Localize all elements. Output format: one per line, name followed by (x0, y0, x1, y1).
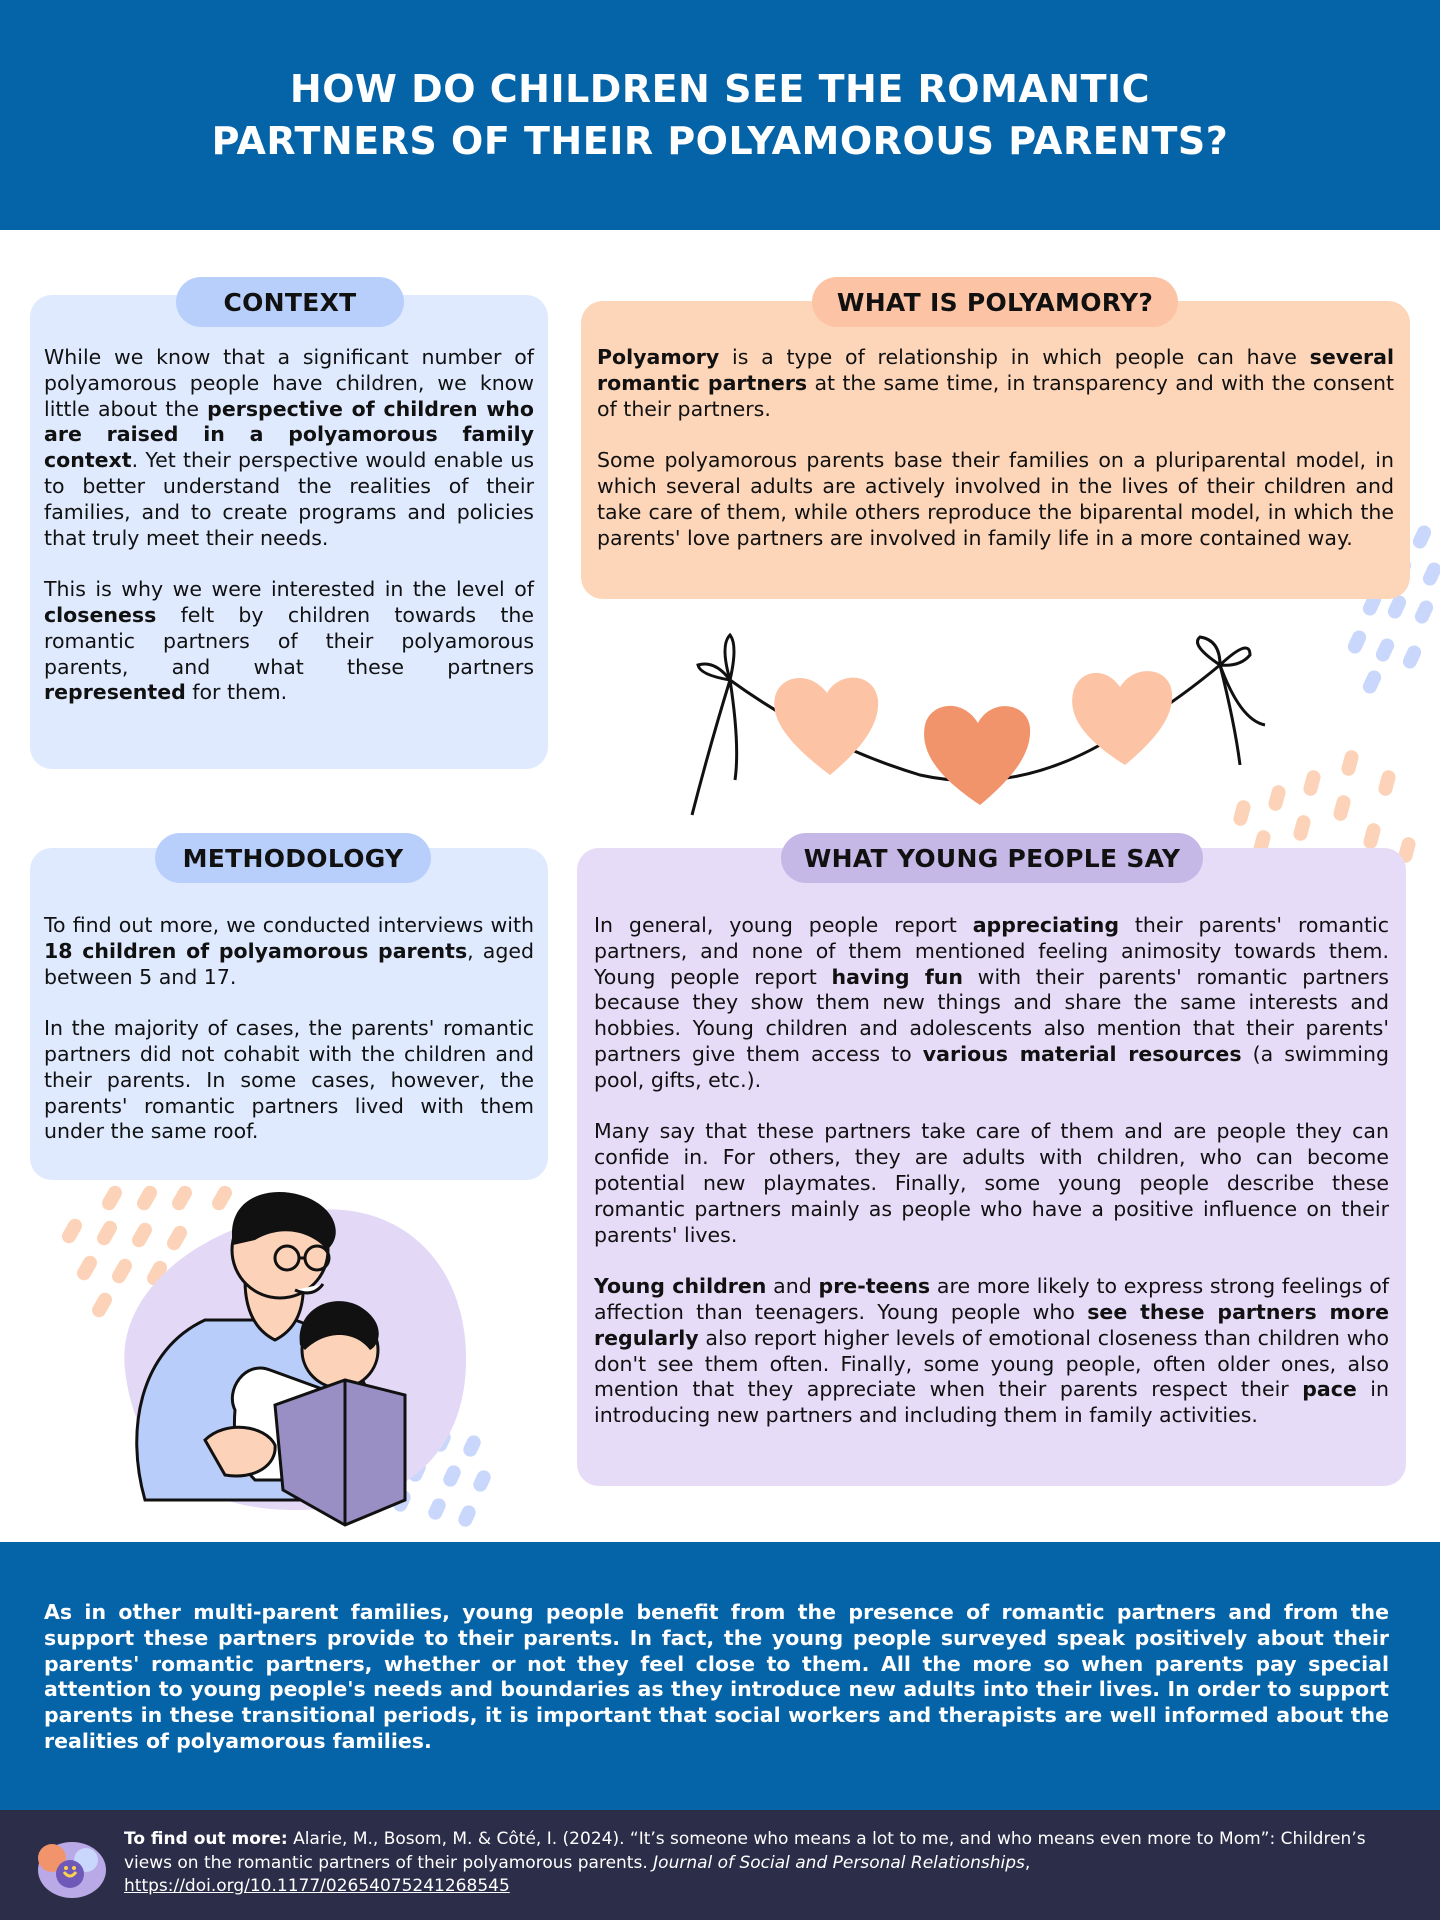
doi-link[interactable]: https://doi.org/10.1177/02654075241268545 (124, 1876, 510, 1896)
reference-citation (124, 1828, 1414, 1899)
text-run: also report higher levels of emotional closeness than children who don't see them often. Finally, some young people, often older ones, also mention that they appreciate when their parents respect their (594, 1325, 1389, 1402)
young-people-heading: WHAT YOUNG PEOPLE SAY (781, 833, 1203, 883)
text-run: In the majority of cases, the parents' romantic partners did not cohabit with the children and their parents. In some cases, however, the parents' romantic partners lived with them under the same roof. (44, 1016, 534, 1144)
context-card (30, 295, 548, 769)
methodology-card (30, 848, 548, 1180)
text-run: their parents' romantic partners, and none of them mentioned feeling animosity towards them. Young people report (594, 913, 1389, 989)
polyamory-card (581, 301, 1410, 599)
context-paragraph-2 (44, 577, 534, 706)
reference-journal: Journal of Social and Personal Relationships (653, 1852, 1025, 1873)
young-people-paragraph-2 (594, 1119, 1389, 1248)
conclusion-text: As in other multi-parent families, young people benefit from the presence of romantic partners and from the support these partners provide to their parents. In fact, the young people surveyed speak positively about their parents' romantic partners, whether or not they feel close to them. All the more so when parents pay special attention to young people's needs and boundaries as they introduce new adults into their lives. In order to support parents in these transitional periods, it is important that social workers and therapists are well informed about the realities of polyamorous families. (44, 1600, 1389, 1753)
methodology-body (44, 913, 534, 1145)
context-paragraph-1 (44, 345, 534, 551)
text-run: is a type of relationship in which people can have (719, 345, 1310, 369)
page-title-line-1: HOW DO CHILDREN SEE THE ROMANTIC (289, 67, 1151, 111)
hearts-garland-illustration (680, 625, 1280, 825)
bold-run: 18 children of polyamorous parents (44, 938, 468, 963)
text-run: Many say that these partners take care of them and are people they can confide in. For others, they are adults with children, who can become potential new playmates. Finally, some young people describe these romantic partners mainly as people who have a positive influence on their parents' lives. (594, 1119, 1389, 1247)
young-people-paragraph-3 (594, 1274, 1389, 1429)
bold-run: pace (1302, 1377, 1357, 1402)
polyamory-heading: WHAT IS POLYAMORY? (812, 277, 1178, 327)
text-run: , aged between 5 and 17. (44, 938, 535, 989)
reference-label: To find out more: (124, 1829, 288, 1849)
text-run: in introducing new partners and including them in family activities. (594, 1377, 1389, 1428)
young-people-body (594, 913, 1389, 1429)
conclusion-banner (0, 1542, 1440, 1810)
bold-run: Young children (594, 1274, 767, 1299)
text-run: In general, young people report (594, 913, 973, 937)
polyamory-body (597, 345, 1394, 551)
text-run: . Yet their perspective would enable us to better understand the realities of their families, and to create programs and policies that truly meet their needs. (44, 448, 534, 550)
header-banner (0, 0, 1440, 230)
text-run: Some polyamorous parents base their families on a pluriparental model, in which several adults are actively involved in the lives of their children and take care of them, while others reproduce the biparental model, in which the parents' love partners are involved in family life in a more contained way. (597, 448, 1394, 550)
reference-authors-title: Alarie, M., Bosom, M. & Côté, I. (2024). “It’s someone who means a lot to me, and who means even more to Mom”: Children’s views on the romantic partners of their polyamorous parents. (124, 1829, 1366, 1873)
bold-run: perspective of children who are raised in a polyamorous family context (44, 396, 534, 473)
bold-run: various material resources (922, 1041, 1242, 1066)
text-run: felt by children towards the romantic partners of their polyamorous parents, and what these partners (44, 602, 534, 679)
methodology-paragraph-1 (44, 913, 534, 990)
bold-run: see these partners more regularly (594, 1299, 1389, 1350)
text-run: with their parents' romantic partners because they show them new things and share the same interests and hobbies. Young children and adolescents also mention that their parents' partners give them access to (594, 964, 1389, 1066)
bold-run: closeness (44, 602, 157, 627)
young-people-paragraph-1 (594, 913, 1389, 1094)
parent-child-reading-illustration (55, 1180, 535, 1540)
research-logo-icon (26, 1830, 112, 1902)
context-heading: CONTEXT (176, 277, 404, 327)
text-run: (a swimming pool, gifts, etc.). (594, 1041, 1389, 1092)
polyamory-paragraph-2 (597, 448, 1394, 551)
bold-run: having fun (831, 964, 963, 989)
bold-run: Polyamory (597, 345, 720, 369)
context-body (44, 345, 534, 706)
text-run: are more likely to express strong feelings of affection than teenagers. Young people who (594, 1274, 1389, 1324)
reference-comma: , (1024, 1852, 1031, 1873)
text-run: for them. (185, 680, 288, 705)
text-run: This is why we were interested in the level of (44, 577, 534, 602)
page-title (212, 63, 1229, 167)
text-run: at the same time, in transparency and with the consent of their partners. (597, 370, 1394, 421)
bold-run: several romantic partners (597, 345, 1394, 395)
young-people-card (577, 848, 1406, 1486)
text-run: To find out more, we conducted interviews with (44, 913, 534, 937)
polyamory-paragraph-1 (597, 345, 1394, 422)
methodology-paragraph-2 (44, 1016, 534, 1145)
footer (0, 1810, 1440, 1920)
bold-run: pre-teens (818, 1274, 931, 1299)
bold-run: appreciating (972, 913, 1119, 937)
text-run: While we know that a significant number of polyamorous people have children, we know little about the (44, 345, 534, 421)
methodology-heading: METHODOLOGY (155, 833, 431, 883)
page-title-line-2: PARTNERS OF THEIR POLYAMOROUS PARENTS? (211, 119, 1229, 163)
text-run: and (766, 1274, 819, 1299)
bold-run: represented (44, 680, 186, 705)
